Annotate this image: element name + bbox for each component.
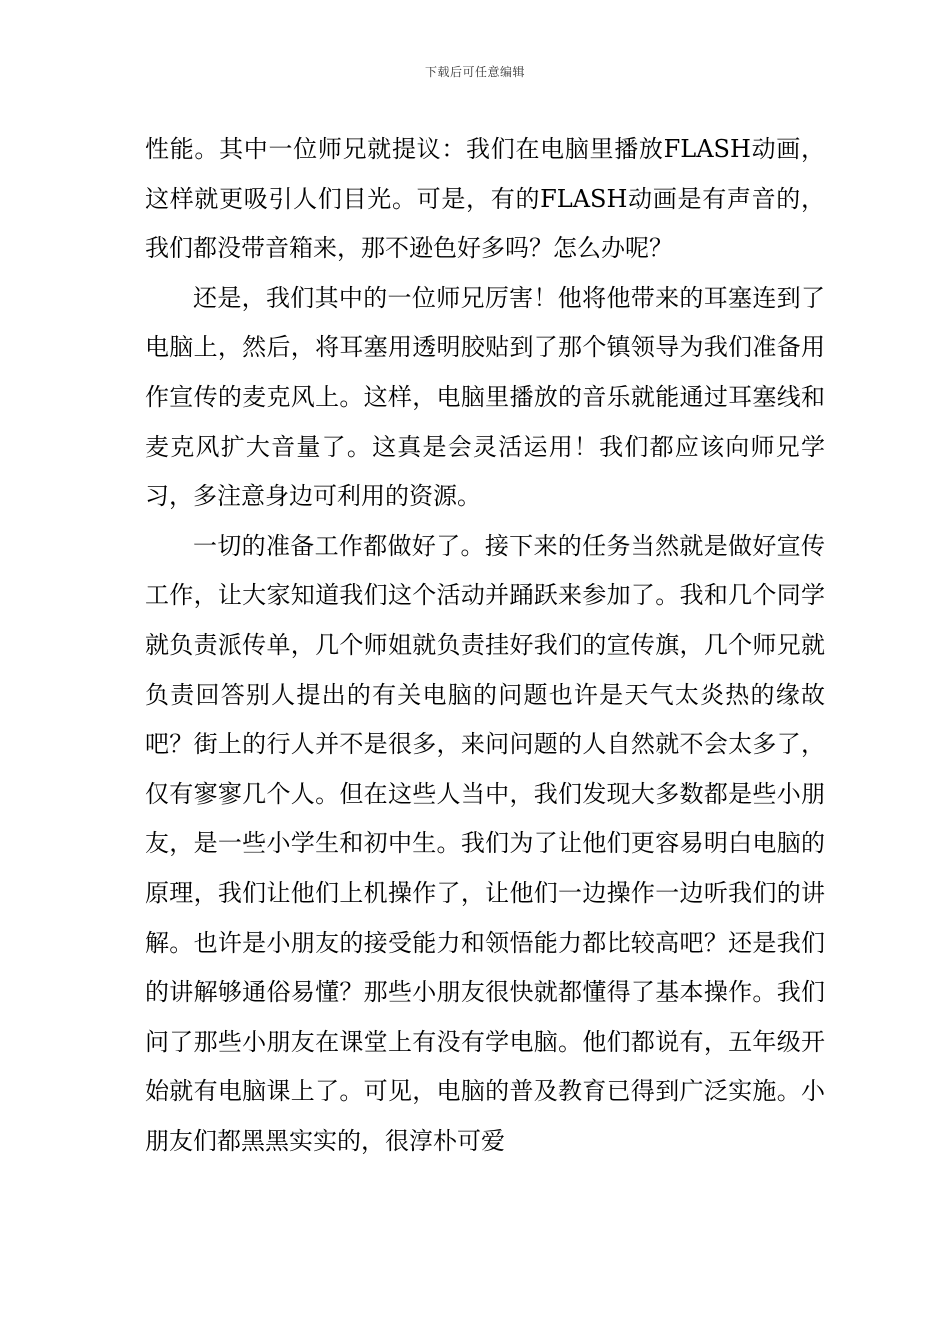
paragraph-2: 还是，我们其中的一位师兄厉害！他将他带来的耳塞连到了电脑上，然后，将耳塞用透明胶贴到了那个镇领导为我们准备用作宣传的麦克风上。这样，电脑里播放的音乐就能通过耳塞线和麦克风扩大音量了。这真是会灵活运用！我们都应该向师兄学习，多注意身边可利用的资源。 [145, 283, 825, 511]
paragraph-1: 性能。其中一位师兄就提议：我们在电脑里播放FLASH动画，这样就更吸引人们目光。可是，有的FLASH动画是有声音的，我们都没带音箱来，那不逊色好多吗？怎么办呢？ [145, 135, 825, 263]
body-text [145, 125, 825, 1166]
paragraph-3: 一切的准备工作都做好了。接下来的任务当然就是做好宣传工作，让大家知道我们这个活动并踊跃来参加了。我和几个同学就负责派传单，几个师姐就负责挂好我们的宣传旗，几个师兄就负责回答别人提出的有关电脑的问题也许是天气太炎热的缘故吧？街上的行人并不是很多，来问问题的人自然就不会太多了，仅有寥寥几个人。但在这些人当中，我们发现大多数都是些小朋友，是一些小学生和初中生。我们为了让他们更容易明白电脑的原理，我们让他们上机操作了，让他们一边操作一边听我们的讲解。也许是小朋友的接受能力和领悟能力都比较高吧？还是我们的讲解够通俗易懂？那些小朋友很快就都懂得了基本操作。我们问了那些小朋友在课堂上有没有学电脑。他们都说有，五年级开始就有电脑课上了。可见，电脑的普及教育已得到广泛实施。小朋友们都黑黑实实的，很淳朴可爱 [145, 531, 825, 1155]
page-header: 下载后可任意编辑 [424, 65, 525, 79]
